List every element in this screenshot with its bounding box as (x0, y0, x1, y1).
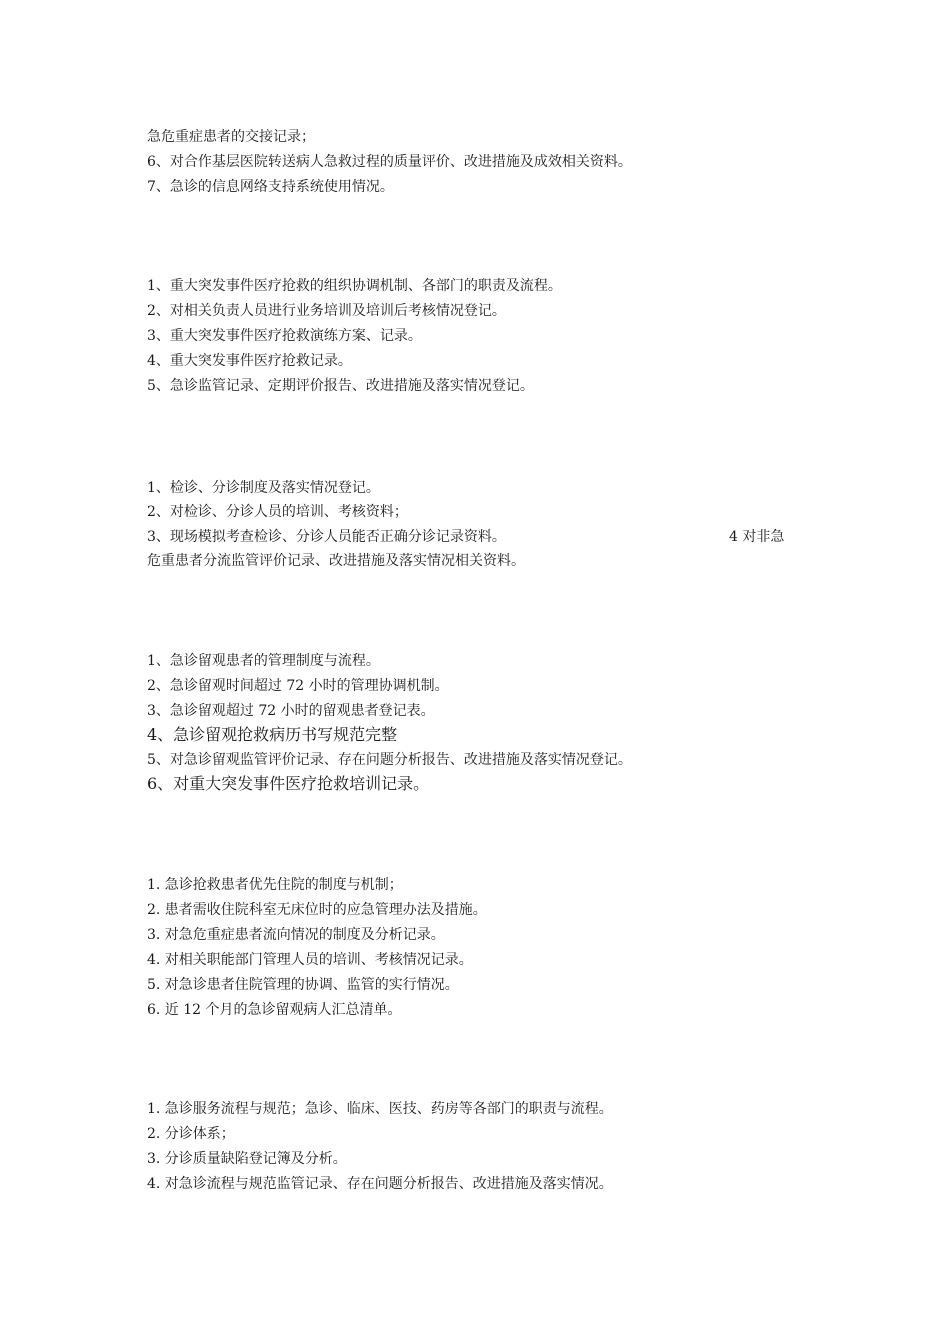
text-line: 1、重大突发事件医疗抢救的组织协调机制、各部门的职责及流程。 (147, 278, 562, 294)
text-line: 2、对检诊、分诊人员的培训、考核资料； (147, 504, 408, 520)
text-line: 急危重症患者的交接记录； (147, 129, 315, 145)
text-line: 5、对急诊留观监管评价记录、存在问题分析报告、改进措施及落实情况登记。 (147, 752, 632, 768)
text-line: 2. 患者需收住院科室无床位时的应急管理办法及措施。 (147, 902, 487, 918)
text-line: 3、急诊留观超过 72 小时的留观患者登记表。 (147, 703, 435, 719)
text-line: 4、重大突发事件医疗抢救记录。 (147, 353, 352, 369)
text-line: 1、检诊、分诊制度及落实情况登记。 (147, 480, 380, 496)
text-line: 4. 对相关职能部门管理人员的培训、考核情况记录。 (147, 952, 473, 968)
text-line: 5、急诊监管记录、定期评价报告、改进措施及落实情况登记。 (147, 378, 534, 394)
text-line: 3、现场模拟考查检诊、分诊人员能否正确分诊记录资料。 (147, 529, 506, 545)
text-line: 2、急诊留观时间超过 72 小时的管理协调机制。 (147, 678, 449, 694)
text-line: 3. 分诊质量缺陷登记簿及分析。 (147, 1151, 347, 1167)
text-line: 危重患者分流监管评价记录、改进措施及落实情况相关资料。 (147, 553, 525, 569)
text-line: 3、重大突发事件医疗抢救演练方案、记录。 (147, 328, 422, 344)
text-line: 1. 急诊抢救患者优先住院的制度与机制； (147, 877, 403, 893)
text-line: 5. 对急诊患者住院管理的协调、监管的实行情况。 (147, 977, 459, 993)
text-line: 4、急诊留观抢救病历书写规范完整 (147, 725, 398, 744)
text-line: 1. 急诊服务流程与规范；急诊、临床、医技、药房等各部门的职责与流程。 (147, 1101, 613, 1117)
text-line: 2. 分诊体系； (147, 1126, 235, 1142)
text-line: 3. 对急危重症患者流向情况的制度及分析记录。 (147, 927, 445, 943)
text-line: 7、急诊的信息网络支持系统使用情况。 (147, 179, 394, 195)
text-line: 4. 对急诊流程与规范监管记录、存在问题分析报告、改进措施及落实情况。 (147, 1176, 613, 1192)
text-line: 6、对重大突发事件医疗抢救培训记录。 (147, 774, 430, 793)
text-line: 6. 近 12 个月的急诊留观病人汇总清单。 (147, 1002, 402, 1018)
text-line: 1、急诊留观患者的管理制度与流程。 (147, 653, 380, 669)
text-line: 2、对相关负责人员进行业务培训及培训后考核情况登记。 (147, 303, 506, 319)
text-fragment: 4 对非急 (729, 529, 785, 545)
text-line: 6、对合作基层医院转送病人急救过程的质量评价、改进措施及成效相关资料。 (147, 154, 632, 170)
